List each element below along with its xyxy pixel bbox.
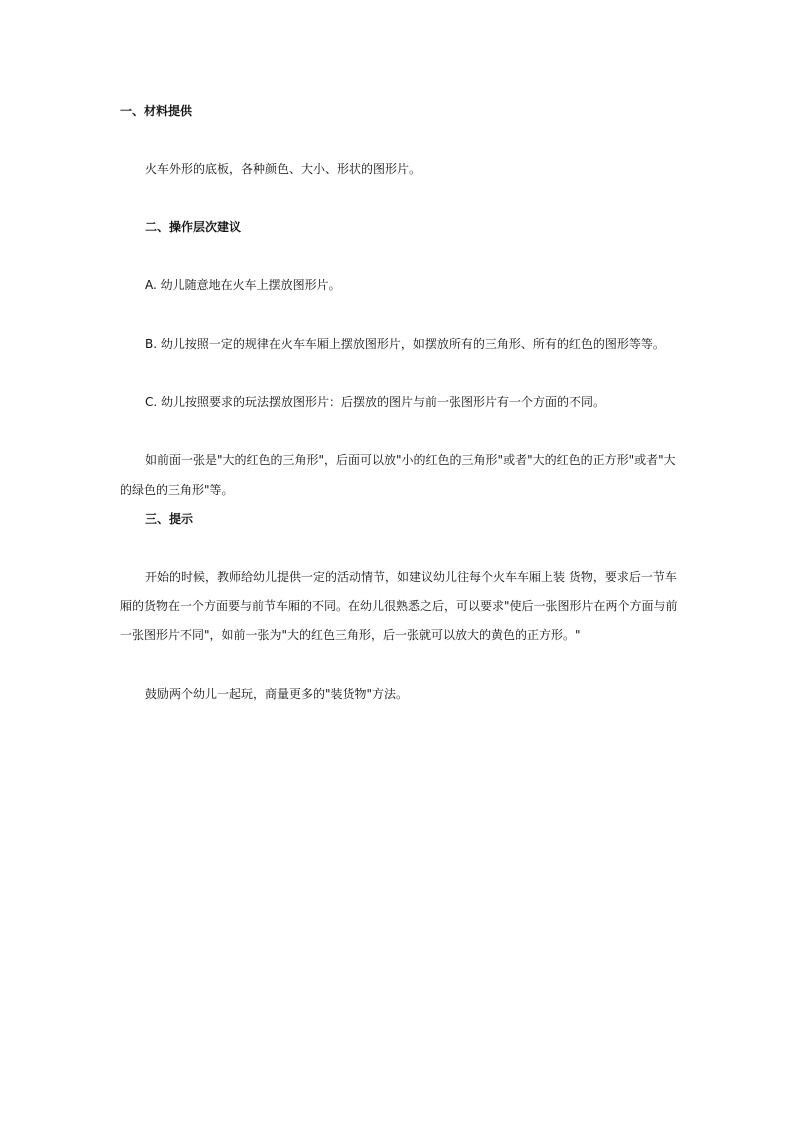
paragraph-example-line-2: 的绿色的三角形"等。 <box>120 483 234 497</box>
section-heading-tips: 三、提示 <box>145 512 194 526</box>
paragraph-level-c: C. 幼儿按照要求的玩法摆放图形片：后摆放的图片与前一张图形片有一个方面的不同。 <box>145 395 606 409</box>
paragraph-level-a: A. 幼儿随意地在火车上摆放图形片。 <box>145 278 341 292</box>
paragraph-materials: 火车外形的底板，各种颜色、大小、形状的图形片。 <box>145 162 422 176</box>
paragraph-level-b: B. 幼儿按照一定的规律在火车车厢上摆放图形片，如摆放所有的三角形、所有的红色的图形等等。 <box>145 337 665 351</box>
section-heading-materials: 一、材料提供 <box>120 104 193 118</box>
paragraph-example-line-1: 如前面一张是"大的红色的三角形"，后面可以放"小的红色的三角形"或者"大的红色的正方形"或者"大 <box>145 453 676 467</box>
paragraph-tips-line-1: 开始的时候，教师给幼儿提供一定的活动情节，如建议幼儿往每个火车车厢上装 货物，要求后一节车 <box>145 570 677 584</box>
paragraph-tips-line-3: 一张图形片不同"，如前一张为"大的红色三角形，后一张就可以放大的黄色的正方形。" <box>120 628 581 642</box>
paragraph-tips-line-2: 厢的货物在一个方面要与前节车厢的不同。在幼儿很熟悉之后，可以要求"使后一张图形片在两个方面与前 <box>120 599 678 613</box>
paragraph-encourage: 鼓励两个幼儿一起玩，商量更多的"装货物"方法。 <box>145 687 409 701</box>
section-heading-operation-levels: 二、操作层次建议 <box>145 220 242 234</box>
